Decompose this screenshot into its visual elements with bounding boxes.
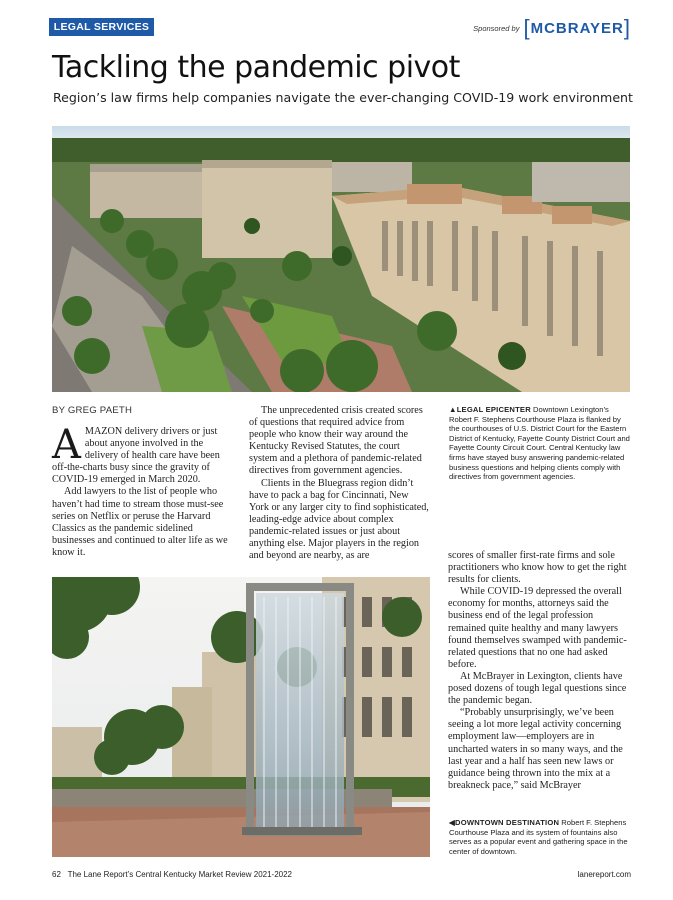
paragraph: “Probably unsurprisingly, we’ve been seeing a lot more legal activity concerning employment law—employers are in uncharted waters in so many ways, and the last year and a half has seen new laws or guidance being thrown into the mix at a breakneck pace,” said McBrayer bbox=[448, 707, 623, 791]
photo-caption-legal-epicenter bbox=[449, 405, 631, 482]
article-column-1 bbox=[52, 422, 232, 559]
photo-caption-downtown-destination bbox=[449, 818, 631, 856]
article-title: Tackling the pandemic pivot bbox=[52, 50, 460, 85]
article-subtitle: Region’s law firms help companies navigate the ever-changing COVID-19 work environment bbox=[53, 90, 633, 105]
section-tag: LEGAL SERVICES bbox=[49, 18, 154, 36]
paragraph: The unprecedented crisis created scores of questions that required advice from people who know their way around the Kentucky Revised Statutes, the court system and a plethora of pandemic-related directives from government agencies. bbox=[249, 405, 423, 477]
caption-text: Robert F. Stephens Courthouse Plaza and its system of fountains also serves as a popular event and gathering space in the center of downtown. bbox=[449, 818, 628, 856]
caption-heading: ▲LEGAL EPICENTER bbox=[449, 405, 531, 414]
article-column-3 bbox=[448, 550, 630, 792]
paragraph: While COVID-19 depressed the overall economy for months, attorneys said the business end of the legal profession remained quite healthy and many lawyers found themselves swamped with pandemic-related questions that no one had asked before. bbox=[448, 586, 627, 670]
publication-name: The Lane Report’s Central Kentucky Market Review 2021-2022 bbox=[67, 870, 292, 879]
paragraph: AMAZON delivery drivers or just about anyone involved in the delivery of health care have been off-the-charts busy since the gravity of COVID-19 emerged in March 2020. bbox=[52, 422, 220, 486]
page-number: 62 bbox=[52, 870, 61, 879]
paragraph: Add lawyers to the list of people who haven’t had time to stream those must-see series on Netflix or peruse the Harvard Classics as the pandemic sidelined businesses and continued to alter life as we know it. bbox=[52, 486, 228, 558]
bracket-left-icon: [ bbox=[523, 15, 531, 40]
footer-left bbox=[52, 870, 292, 879]
sponsor-brand: MCBRAYER bbox=[530, 19, 624, 37]
courthouse-fountain-photo bbox=[52, 577, 430, 857]
website-link[interactable]: lanereport.com bbox=[577, 870, 631, 879]
paragraph: scores of smaller first-rate firms and sole practitioners who know how to get the right results for clients. bbox=[448, 550, 627, 586]
bracket-right-icon: ] bbox=[623, 15, 631, 40]
sponsor-logo[interactable] bbox=[523, 15, 631, 40]
paragraph: Clients in the Bluegrass region didn’t have to pack a bag for Cincinnati, New York or any larger city to find sophisticated, leading-edge advice about complex pandemic-related issues or just about anything else. Major players in the region and beyond are nearby, as are bbox=[249, 477, 429, 562]
caption-heading: ◀DOWNTOWN DESTINATION bbox=[449, 818, 560, 827]
drop-cap: A bbox=[52, 422, 81, 468]
courthouse-aerial-photo bbox=[52, 126, 630, 392]
byline: BY GREG PAETH bbox=[52, 405, 133, 416]
paragraph: At McBrayer in Lexington, clients have posed dozens of tough legal questions since the pandemic began. bbox=[448, 670, 627, 707]
sponsor-label: Sponsored by bbox=[473, 23, 520, 33]
sponsor bbox=[473, 16, 631, 40]
caption-text: Downtown Lexington’s Robert F. Stephens Courthouse Plaza is flanked by the courthouses of U.S. District Court for the Eastern District of Kentucky, Fayette County District Court and Fayette County Circuit Court. Central Kentucky law firms have stayed busy answering pandemic-related business questions and helping clients comply with directives from government agencies. bbox=[449, 405, 630, 482]
article-column-2 bbox=[249, 405, 429, 562]
